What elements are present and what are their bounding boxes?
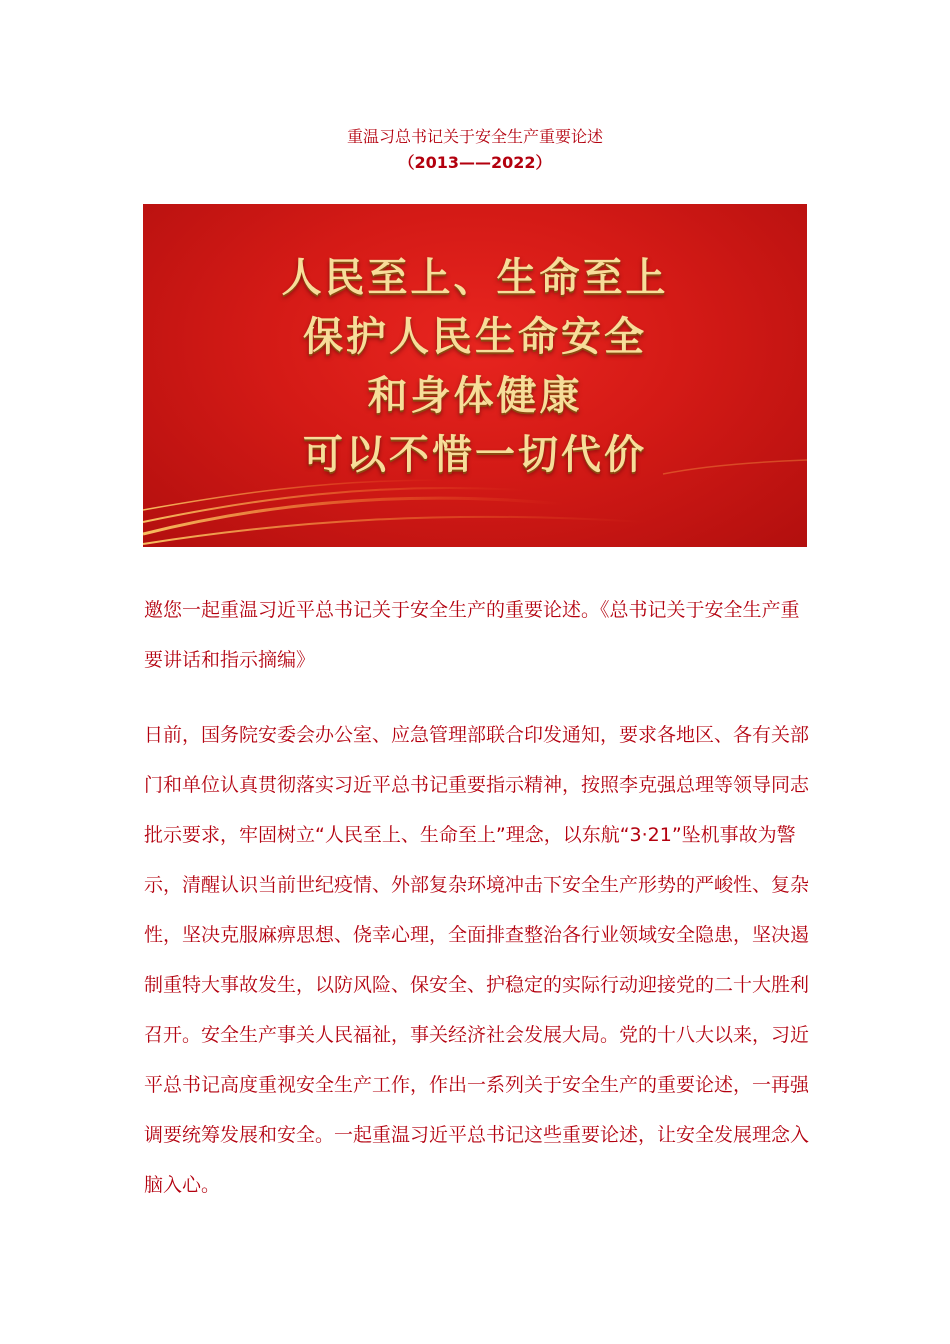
document-subtitle: （2013——2022） (398, 153, 552, 172)
document-title: 重温习总书记关于安全生产重要论述 (346, 127, 603, 146)
body-paragraph: 日前，国务院安委会办公室、应急管理部联合印发通知，要求各地区、各有关部门和单位认真贯彻落实习近平总书记重要指示精神，按照李克强总理等领导同志批示要求，牢固树立“人民至上、生命至上”理念，以东航“3·21”坠机事故为警示，清醒认识当前世纪疫情、外部复杂环境冲击下安全生产形势的严峻性、复杂性，坚决克服麻痹思想、侥幸心理，全面排查整治各行业领域安全隐患，坚决遏制重特大事故发生，以防风险、保安全、护稳定的实际行动迎接党的二十大胜利召开。安全生产事关人民福祉，事关经济社会发展大局。党的十八大以来，习近平总书记高度重视安全生产工作，作出一系列关于安全生产的重要论述，一再强调要统筹发展和安全。一起重温习近平总书记这些重要论述，让安全发展理念入脑入心。 (144, 724, 810, 1196)
banner-line-3: 和身体健康 (367, 372, 583, 419)
banner-slogan (143, 248, 807, 484)
banner-line-4: 可以不惜一切代价 (303, 431, 647, 478)
banner-image (143, 204, 807, 547)
banner-line-2: 保护人民生命安全 (303, 313, 647, 360)
intro-paragraph: 邀您一起重温习近平总书记关于安全生产的重要论述。《总书记关于安全生产重要讲话和指示摘编》 (144, 599, 800, 671)
banner-line-1: 人民至上、生命至上 (281, 254, 669, 301)
